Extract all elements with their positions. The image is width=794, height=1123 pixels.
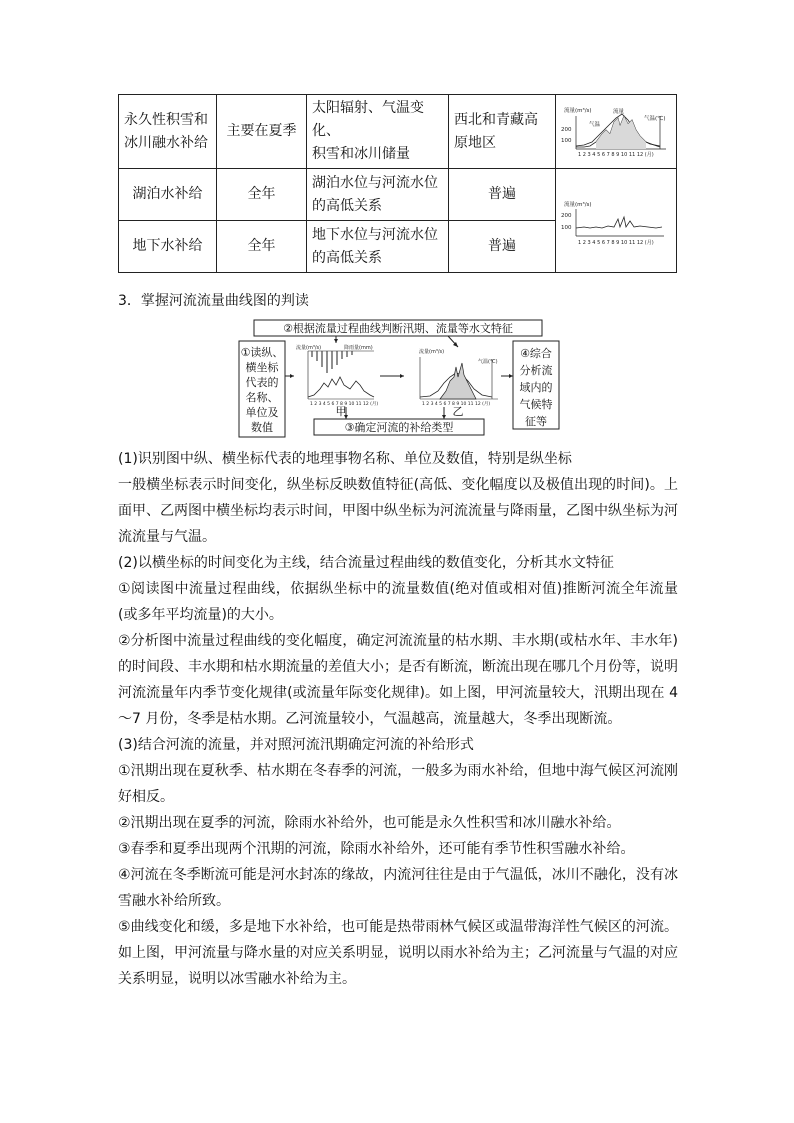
y-tick: 200 — [561, 212, 572, 219]
paragraph: (3)结合河流的流量，并对照河流汛期确定河流的补给形式 — [118, 737, 474, 753]
step1-line: 单位及 — [245, 406, 279, 419]
factor-cell — [307, 221, 449, 273]
jia-label: 甲 — [335, 405, 347, 418]
water-supply-table — [118, 94, 677, 273]
jia-month-labels: 1 2 3 4 5 6 7 8 9 10 11 12 (月) — [310, 402, 379, 407]
section-heading: 3．掌握河流流量曲线图的判读 — [118, 293, 309, 309]
yi-flow-axis-label: 流量(m³/s) — [419, 349, 445, 355]
paragraph: ①汛期出现在夏秋季、枯水期在冬春季的河流，一般多为雨水补给，但地中海气候区河流刚好相反。 — [118, 763, 678, 805]
y-tick: 100 — [561, 137, 572, 144]
step3-text: ③确定河流的补给类型 — [344, 421, 454, 434]
supply-time-cell: 全年 — [217, 169, 307, 221]
step1-line: 代表的 — [245, 376, 279, 389]
arrow-head — [334, 339, 338, 343]
step4-line: 气候特 — [519, 398, 553, 411]
y-tick: 200 — [561, 126, 572, 133]
paragraph: ②分析图中流量过程曲线的变化幅度，确定河流流量的枯水期、丰水期(或枯水年、丰水年)的时间段、丰水期和枯水期流量的差值大小；是否有断流，断流出现在哪几个月份等，说明河流流量年内季节变化规律(或流量年际变化规律)。如上图，甲河流量较大，汛期出现在 4～7 月份，冬季是枯水期。乙河流量较小，气温越高，流量越大，冬季出现断流。 — [118, 633, 678, 727]
flow-axis-label: 流量(m³/s) — [564, 107, 592, 114]
paragraph: ①阅读图中流量过程曲线，依据纵坐标中的流量数值(绝对值或相对值)推断河流全年流量(或多年平均流量)的大小。 — [118, 581, 678, 623]
river-flow-reading-figure — [236, 319, 562, 440]
yi-flow-area — [440, 363, 476, 399]
cell-line: 太阳辐射、气温变化、 — [312, 100, 424, 139]
chart-yi — [419, 348, 498, 418]
jia-flow-axis-label: 流量(m³/s) — [296, 345, 322, 351]
yi-temp-axis-label: 气温(℃) — [478, 359, 498, 365]
cell-line: 永久性积雪和 — [124, 111, 208, 128]
jia-rainfall-bars — [312, 351, 352, 373]
month-axis-labels: 1 2 3 4 5 6 7 8 9 10 11 12 (月) — [578, 239, 654, 246]
cell-line: 普遍 — [488, 186, 516, 202]
step4-line: 分析流 — [519, 364, 553, 377]
yi-label: 乙 — [452, 405, 464, 418]
arrow-head — [442, 415, 446, 419]
paragraph: ③春季和夏季出现两个汛期的河流，除雨水补给外，还可能有季节性积雪融水补给。 — [118, 841, 635, 857]
region-cell — [449, 169, 556, 221]
flow-curve — [576, 217, 662, 228]
supply-time-cell: 主要在夏季 — [217, 95, 307, 169]
month-axis-labels: 1 2 3 4 5 6 7 8 9 10 11 12 (月) — [578, 151, 654, 158]
step4-line: 征等 — [525, 415, 547, 428]
table-row — [119, 95, 677, 169]
paragraph: (1)识别图中纵、横坐标代表的地理事物名称、单位及数值，特别是纵坐标 — [118, 451, 572, 467]
step2-text: ②根据流量过程曲线判断汛期、流量等水文特征 — [283, 322, 513, 335]
cell-line: 冰川融水补给 — [124, 134, 208, 151]
paragraph: ④河流在冬季断流可能是河水封冻的缘故，内流河往往是由于气温低，冰川不融化，没有冰雪融水补给所致。 — [118, 867, 678, 909]
paragraph: ②汛期出现在夏季的河流，除雨水补给外，也可能是永久性积雪和冰川融水补给。 — [118, 815, 621, 831]
cell-line: 地下水位与河流水位 — [312, 226, 438, 243]
glacier-melt-mini-chart — [558, 104, 673, 160]
supply-type-cell — [119, 221, 217, 273]
table-row — [119, 169, 677, 221]
y-tick: 100 — [561, 224, 572, 231]
supply-type-cell — [119, 169, 217, 221]
lake-groundwater-chart-cell — [556, 169, 677, 273]
flow-fill — [596, 116, 646, 149]
cell-line: 积雪和冰川储量 — [312, 146, 410, 162]
paragraph: 一般横坐标表示时间变化，纵坐标反映数值特征(高低、变化幅度以及极值出现的时间)。上面甲、乙两图中横坐标均表示时间，甲图中纵坐标为河流流量与降雨量，乙图中纵坐标为河流流量与气温。 — [118, 477, 678, 545]
cell-line: 湖泊水补给 — [132, 186, 203, 202]
cell-line: 湖泊水位与河流水位 — [312, 174, 438, 191]
step4-line: ④综合 — [520, 347, 552, 360]
arrow-head — [290, 374, 294, 378]
cell-line: 原地区 — [454, 134, 496, 151]
step1-line: 名称、 — [245, 391, 279, 404]
flow-axis-label: 流量(m³/s) — [564, 201, 592, 208]
glacier-melt-chart-cell — [556, 95, 677, 169]
factor-cell — [307, 169, 449, 221]
temp-axis-label: 气温(℃) — [644, 115, 666, 122]
cell-line: 的高低关系 — [312, 249, 382, 266]
groundwater-mini-chart — [558, 173, 673, 269]
region-cell — [449, 221, 556, 273]
explanation-text — [118, 446, 678, 992]
yi-month-labels: 1 2 3 4 5 6 7 8 9 10 11 12 (月) — [422, 402, 491, 407]
cell-line: 的高低关系 — [312, 197, 382, 214]
step4-line: 域内的 — [519, 381, 553, 394]
paragraph: (2)以横坐标的时间变化为主线，结合流量过程曲线的数值变化，分析其水文特征 — [118, 555, 614, 571]
cell-line: 西北和青藏高 — [454, 111, 538, 128]
cell-line: 地下水补给 — [132, 238, 203, 254]
factor-cell — [307, 95, 449, 169]
step1-line: 数值 — [251, 421, 273, 434]
chart-jia — [296, 344, 378, 418]
cell-line: 普遍 — [488, 238, 516, 254]
step1-line: ①读纵、 — [240, 346, 284, 359]
arrow-head — [400, 374, 404, 378]
region-cell — [449, 95, 556, 169]
jia-flow-curve — [308, 377, 374, 397]
step1-line: 横坐标 — [245, 361, 279, 374]
jia-rain-axis-label: 降雨量(mm) — [344, 345, 373, 351]
flow-curve-label: 流量 — [613, 108, 625, 115]
arrow-head — [509, 374, 513, 378]
supply-time-cell: 全年 — [217, 221, 307, 273]
supply-type-cell — [119, 95, 217, 169]
temp-curve-label: 气温 — [589, 121, 601, 128]
paragraph: ⑤曲线变化和缓，多是地下水补给，也可能是热带雨林气候区或温带海洋性气候区的河流。如上图，甲河流量与降水量的对应关系明显，说明以雨水补给为主；乙河流量与气温的对应关系明显，说明以冰雪融水补给为主。 — [118, 919, 678, 987]
